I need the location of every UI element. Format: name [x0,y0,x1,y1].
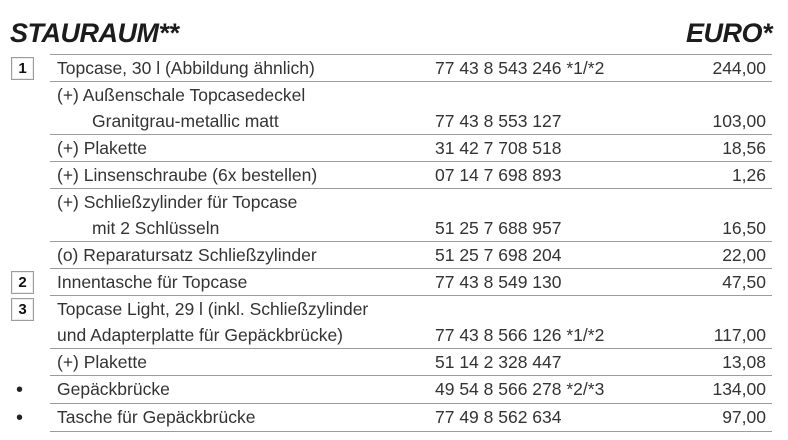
marker-empty [0,242,50,268]
page-title: STAURAUM** [10,18,179,48]
price-eur: 18,56 [722,138,766,158]
item-description: (+) Außenschale Topcasedeckel [57,85,306,105]
item-description: mit 2 Schlüsseln [92,218,220,238]
item-line [50,108,788,134]
item-line [50,269,788,295]
price-eur: 22,00 [722,245,766,265]
marker-empty [0,135,50,161]
item-description: Tasche für Gepäckbrücke [57,407,256,427]
part-number: 51 25 7 688 957 [435,218,562,238]
table-row [0,162,788,188]
item-description: (+) Plakette [57,138,147,158]
price-eur: 13,08 [722,352,766,372]
part-number [435,82,660,108]
item-lines [50,404,788,431]
price-eur: 47,50 [722,272,766,292]
item-line [50,215,788,241]
item-number-marker [0,296,50,348]
item-description: Topcase Light, 29 l (inkl. Schließzylinder [57,299,369,319]
item-lines [50,349,788,375]
price-eur: 16,50 [722,218,766,238]
item-line [50,404,788,430]
item-lines [50,296,788,348]
price-eur [660,82,788,108]
row-separator [50,431,772,432]
item-description: (+) Plakette [57,352,147,372]
bullet-icon: • [16,379,24,401]
table-row [0,376,788,403]
price-eur: 97,00 [722,407,766,427]
table-row [0,189,788,241]
item-line [50,376,788,402]
price-eur: 1,26 [731,165,766,185]
item-number-badge: 3 [11,298,34,321]
part-number [435,296,660,322]
part-number: 51 25 7 698 204 [435,245,562,265]
item-lines [50,162,788,188]
part-number [435,189,660,215]
item-line [50,296,788,322]
part-number: 77 43 8 549 130 [435,272,562,292]
table-row [0,82,788,134]
table-row [0,296,788,348]
item-line [50,162,788,188]
marker-empty [0,189,50,241]
page-header [0,0,788,54]
item-description: Gepäckbrücke [57,379,170,399]
table-row [0,55,788,81]
item-description: Topcase, 30 l (Abbildung ähnlich) [57,58,315,78]
item-lines [50,82,788,134]
item-line [50,189,788,215]
item-lines [50,189,788,241]
item-number-marker [0,269,50,295]
price-eur: 103,00 [712,111,766,131]
item-line [50,242,788,268]
marker-empty [0,162,50,188]
price-eur: 134,00 [712,379,766,399]
marker-empty [0,82,50,134]
part-number: 77 43 8 566 126 *1/*2 [435,325,605,345]
part-number: 77 49 8 562 634 [435,407,562,427]
item-number-badge: 2 [11,271,34,294]
item-line [50,349,788,375]
item-description: Innentasche für Topcase [57,272,248,292]
item-description: und Adapterplatte für Gepäckbrücke) [57,325,344,345]
item-line [50,82,788,108]
part-number: 07 14 7 698 893 [435,165,562,185]
currency-column-header: EURO* [685,18,772,48]
table-row [0,349,788,375]
part-number: 77 43 8 553 127 [435,111,562,131]
price-eur: 244,00 [712,58,766,78]
price-eur: 117,00 [713,325,766,345]
price-eur [660,296,788,322]
item-description: (+) Linsenschraube (6x bestellen) [57,165,318,185]
item-lines [50,55,788,81]
table-body [0,55,788,432]
part-number: 51 14 2 328 447 [435,352,562,372]
table-row [0,404,788,431]
item-description: (o) Reparatursatz Schließzylinder [57,245,317,265]
part-number: 77 43 8 543 246 *1/*2 [435,58,605,78]
price-eur [660,189,788,215]
item-line [50,322,788,348]
bullet-icon: • [16,407,24,429]
table-row [0,242,788,268]
item-description: Granitgrau-metallic matt [92,111,279,131]
item-description: (+) Schließzylinder für Topcase [57,192,298,212]
item-line [50,55,788,81]
part-number: 31 42 7 708 518 [435,138,562,158]
table-row [0,269,788,295]
marker-empty [0,349,50,375]
item-line [50,135,788,161]
table-row [0,135,788,161]
item-lines [50,269,788,295]
item-lines [50,135,788,161]
item-number-marker [0,55,50,81]
item-lines [50,376,788,403]
item-lines [50,242,788,268]
item-number-badge: 1 [11,57,34,80]
part-number: 49 54 8 566 278 *2/*3 [435,379,605,399]
